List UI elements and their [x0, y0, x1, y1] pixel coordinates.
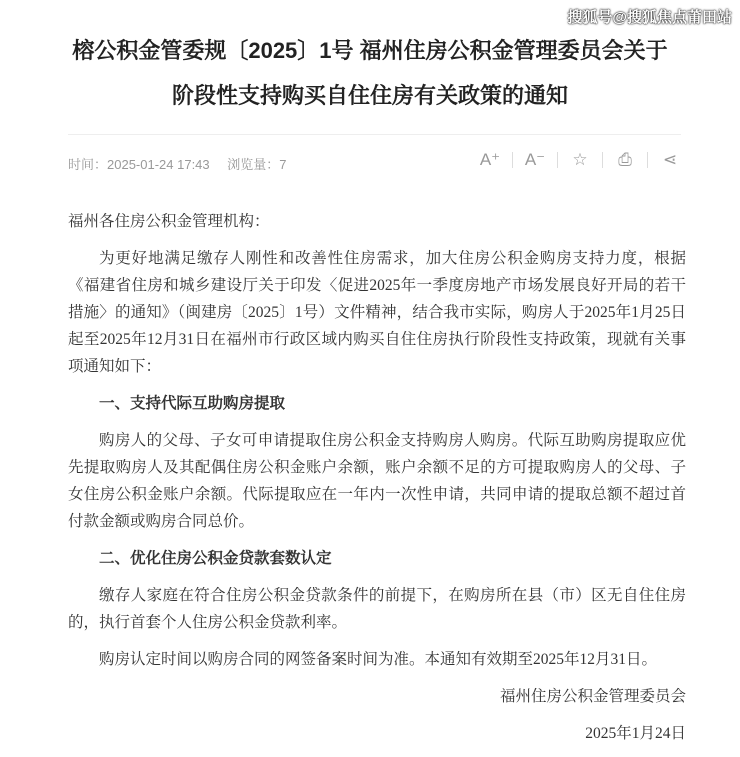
page-title [40, 28, 700, 118]
validity-note: 购房认定时间以购房合同的网签备案时间为准。本通知有效期至2025年12月31日。 [99, 651, 658, 668]
title-line-2: 阶段性支持购买自住住房有关政策的通知 [171, 83, 568, 108]
signature: 福州住房公积金管理委员会 [499, 688, 686, 705]
intro-paragraph: 为更好地满足缴存人刚性和改善性住房需求，加大住房公积金购房支持力度，根据《福建省住房和城乡建设厅关于印发〈促进2025年一季度房地产市场发展良好开局的若干措施〉的通知》（闽建房〔2025〕1号）文件精神，结合我市实际，购房人于2025年1月25日起至2025年12月31日在福州市行政区域内购买自住住房执行阶段性支持政策，现就有关事项通知如下： [68, 250, 686, 375]
font-increase-icon[interactable]: A⁺ [479, 150, 501, 169]
section-1-heading: 一、支持代际互助购房提取 [99, 395, 286, 412]
star-icon[interactable]: ☆ [572, 150, 588, 169]
toolbar-separator [512, 152, 513, 168]
font-decrease-icon[interactable]: A⁻ [524, 150, 546, 169]
divider [68, 134, 681, 135]
toolbar-separator [557, 152, 558, 168]
title-line-1: 榕公积金管委规〔2025〕1号 福州住房公积金管理委员会关于 [72, 38, 668, 63]
share-icon[interactable]: ⋖ [662, 150, 678, 169]
publish-time: 时间：2025-01-24 17:43 [68, 157, 210, 172]
article-body [68, 208, 686, 757]
toolbar-separator [602, 152, 603, 168]
print-icon[interactable]: ⎙ [618, 150, 632, 169]
section-2-heading: 二、优化住房公积金贷款套数认定 [99, 550, 332, 567]
watermark: 搜狐号@搜狐焦点莆田站 [567, 9, 732, 26]
article-meta [68, 154, 301, 173]
section-1-text: 购房人的父母、子女可申请提取住房公积金支持购房人购房。代际互助购房提取应优先提取购房人及其配偶住房公积金账户余额，账户余额不足的方可提取购房人的父母、子女住房公积金账户余额。代际提取应在一年内一次性申请，共同申请的提取总额不超过首付款金额或购房合同总价。 [68, 432, 686, 530]
section-2-text: 缴存人家庭在符合住房公积金贷款条件的前提下，在购房所在县（市）区无自住住房的，执行首套个人住房公积金贷款利率。 [68, 587, 686, 631]
issue-date: 2025年1月24日 [585, 725, 686, 742]
toolbar-separator [647, 152, 648, 168]
salutation: 福州各住房公积金管理机构： [68, 213, 270, 230]
view-count: 浏览量：7 [227, 157, 287, 172]
article-toolbar [478, 150, 682, 170]
